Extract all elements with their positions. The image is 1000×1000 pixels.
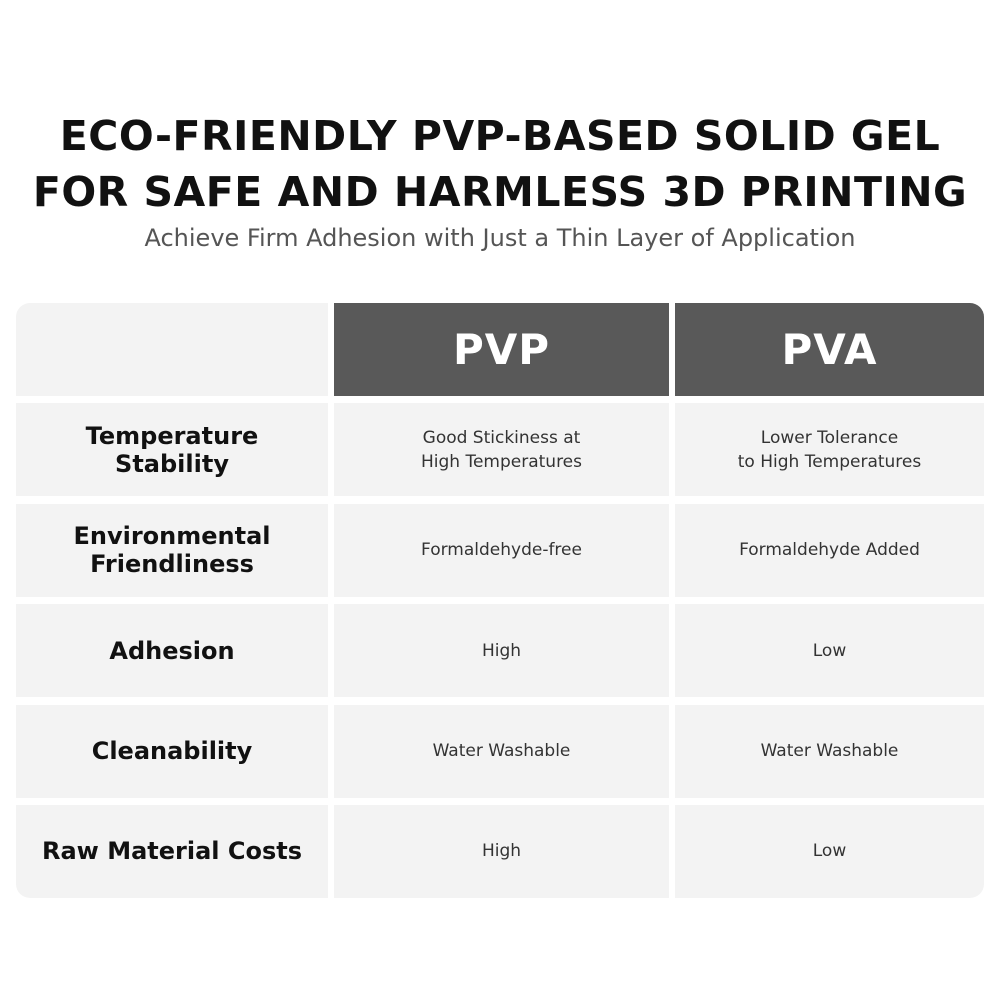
cell-text: Formaldehyde-free [421, 540, 582, 561]
pvp-adhesion [334, 604, 669, 697]
row-label-text: Raw Material Costs [41, 837, 302, 866]
pva-environmental-friendliness [675, 504, 984, 597]
row-label-raw-material-costs [16, 805, 328, 898]
page-subtitle: Achieve Firm Adhesion with Just a Thin Layer of Application [144, 224, 856, 252]
pvp-cleanability [334, 705, 669, 798]
cell-text: High [481, 841, 522, 862]
cell-text: High [481, 640, 522, 661]
cell-text: Formaldehyde Added [739, 540, 920, 561]
title-line-1: ECO-FRIENDLY PVP-BASED SOLID GEL [59, 112, 941, 160]
cell-text: to High Temperatures [737, 451, 922, 472]
pva-adhesion [675, 604, 984, 697]
row-label-text: Adhesion [109, 636, 235, 665]
table-corner-cell [16, 303, 328, 396]
pvp-raw-material-costs [334, 805, 669, 898]
row-label-text: Temperature Stability [85, 421, 259, 478]
cell-text: Low [812, 640, 847, 661]
row-label-temperature-stability [16, 403, 328, 496]
row-label-adhesion [16, 604, 328, 697]
cell-text: Good Stickiness at [422, 427, 581, 448]
row-label-text: Cleanability [91, 737, 253, 766]
row-label-cleanability [16, 705, 328, 798]
cell-text: High Temperatures [420, 451, 583, 472]
title-line-2: FOR SAFE AND HARMLESS 3D PRINTING [32, 168, 968, 216]
comparison-table [16, 303, 984, 898]
column-header-pva: PVA [675, 303, 984, 396]
cell-text: Low [812, 841, 847, 862]
row-label-text: Friendliness [90, 550, 254, 579]
cell-text: Water Washable [760, 741, 899, 762]
pvp-temperature-stability [334, 403, 669, 496]
cell-text: Water Washable [432, 741, 571, 762]
row-label-text: Environmental [73, 522, 271, 551]
pva-temperature-stability [675, 403, 984, 496]
row-label-environmental-friendliness [16, 504, 328, 597]
column-header-pvp: PVP [334, 303, 669, 396]
pva-raw-material-costs [675, 805, 984, 898]
cell-text: Lower Tolerance [760, 427, 899, 448]
page-title [0, 108, 1000, 220]
pvp-environmental-friendliness [334, 504, 669, 597]
pva-cleanability [675, 705, 984, 798]
